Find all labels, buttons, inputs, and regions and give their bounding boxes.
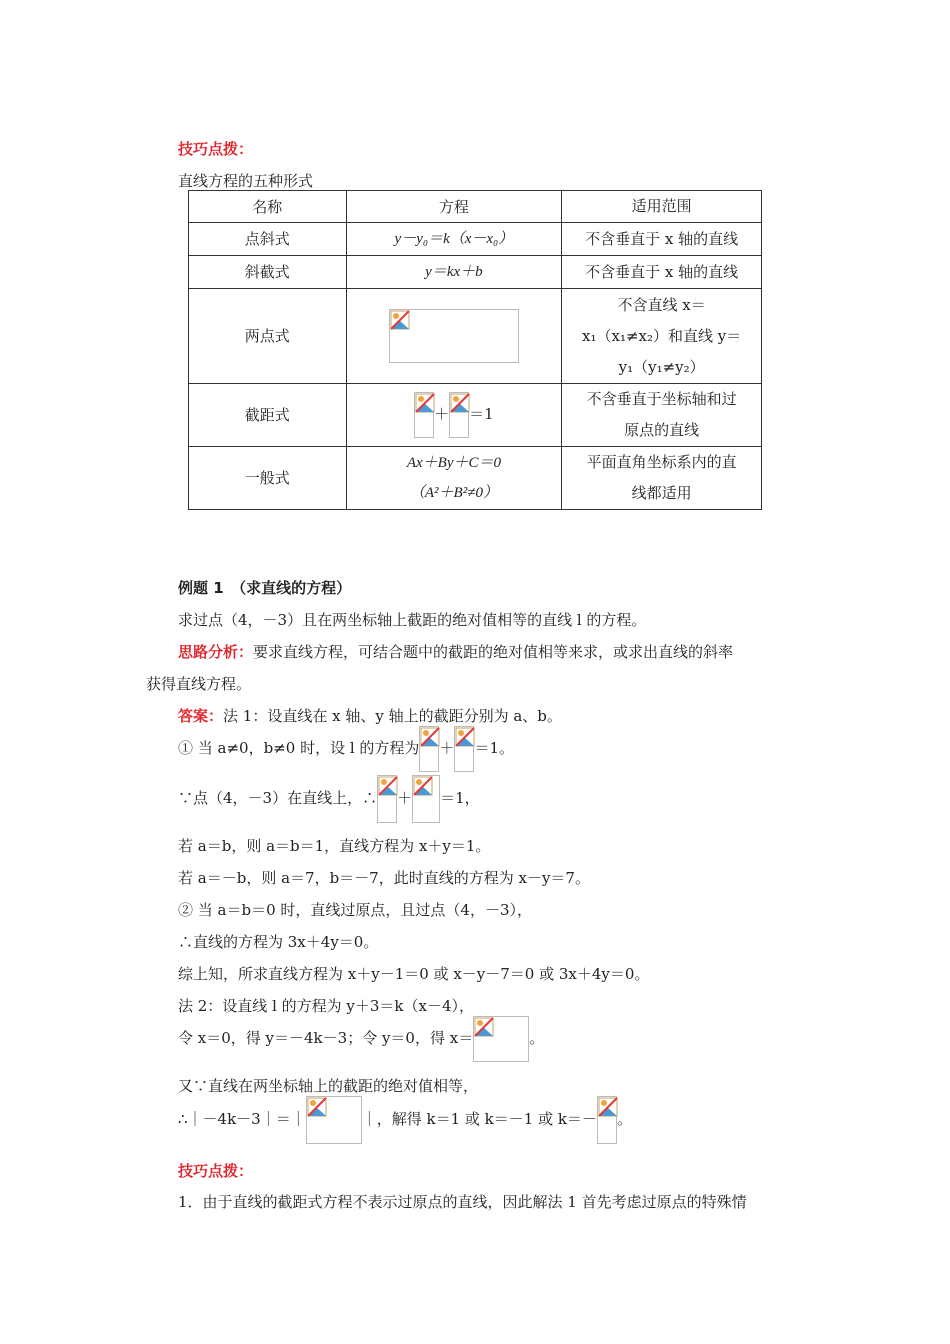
tip-1: 1．由于直线的截距式方程不表示过原点的直线，因此解法 1 首先考虑过原点的特殊情 [178, 1193, 747, 1211]
if-opposite-line: 若 a＝－b，则 a＝7，b＝－7，此时直线的方程为 x－y＝7。 [178, 869, 590, 887]
case1-line: ① 当 a≠0，b≠0 时，设 l 的方程为 ＋ ＝1。 [178, 724, 514, 772]
also-line: 又∵直线在两坐标轴上的截距的绝对值相等， [178, 1077, 479, 1095]
row-name: 点斜式 [189, 223, 347, 256]
broken-image-icon [449, 392, 469, 438]
table-row [189, 289, 762, 384]
row-name: 两点式 [189, 289, 347, 384]
because-line: ∵点（4，－3）在直线上，∴ ＋ ＝1， [178, 773, 480, 823]
broken-image-icon [377, 775, 397, 823]
line-equation-forms-table [188, 190, 762, 510]
broken-image-icon [473, 1016, 529, 1062]
row-scope: 不含垂直于 x 轴的直线 [562, 223, 762, 256]
row-equation [346, 289, 562, 384]
header-name: 名称 [189, 191, 347, 223]
summary-line: 综上知，所求直线方程为 x＋y－1＝0 或 x－y－7＝0 或 3x＋4y＝0。 [178, 965, 650, 983]
row-name: 截距式 [189, 384, 347, 447]
analysis-line: 思路分析：要求直线方程，可结合题中的截距的绝对值相等来求，或求出直线的斜率 [178, 643, 734, 661]
broken-image-icon [389, 309, 519, 363]
abs-line: ∴｜－4k－3｜＝｜ ｜，解得 k＝1 或 k＝－1 或 k＝－ 。 [178, 1094, 632, 1144]
example-problem: 求过点（4，－3）且在两坐标轴上截距的绝对值相等的直线 l 的方程。 [178, 611, 647, 629]
broken-image-icon [597, 1096, 617, 1144]
let-line: 令 x＝0，得 y＝－4k－3；令 y＝0，得 x＝ 。 [178, 1014, 544, 1062]
broken-image-icon [306, 1096, 362, 1144]
tips-heading: 技巧点拨： [178, 140, 254, 158]
answer-line: 答案：法 1：设直线在 x 轴、y 轴上的截距分别为 a、b。 [178, 707, 562, 725]
table-row [189, 384, 762, 447]
therefore-line: ∴直线的方程为 3x＋4y＝0。 [178, 933, 379, 951]
row-name: 斜截式 [189, 256, 347, 289]
row-equation: y－y₀＝k（x－x₀） [346, 223, 562, 256]
table-row [189, 256, 762, 289]
row-scope: 不含垂直于 x 轴的直线 [562, 256, 762, 289]
broken-image-icon [454, 726, 474, 772]
table-row [189, 223, 762, 256]
example-title: 例题 1 （求直线的方程） [178, 579, 352, 597]
if-equal-line: 若 a＝b，则 a＝b＝1，直线方程为 x＋y＝1。 [178, 837, 491, 855]
header-equation: 方程 [346, 191, 562, 223]
table-row [189, 447, 762, 510]
analysis-continuation: 获得直线方程。 [146, 675, 252, 693]
tips-heading-2: 技巧点拨： [178, 1162, 254, 1180]
method2-line: 法 2：设直线 l 的方程为 y＋3＝k（x－4）， [178, 997, 475, 1015]
broken-image-icon [419, 726, 439, 772]
row-scope: 不含垂直于坐标轴和过 原点的直线 [562, 384, 762, 447]
row-scope: 不含直线 x＝ x₁（x₁≠x₂）和直线 y＝ y₁（y₁≠y₂） [562, 289, 762, 384]
broken-image-icon [412, 775, 440, 823]
table-header-row [189, 191, 762, 223]
row-equation: y＝kx＋b [346, 256, 562, 289]
header-scope: 适用范围 [562, 191, 762, 223]
table-caption: 直线方程的五种形式 [178, 172, 314, 190]
row-equation: Ax＋By＋C＝0 （A²＋B²≠0） [346, 447, 562, 510]
row-name: 一般式 [189, 447, 347, 510]
broken-image-icon [414, 392, 434, 438]
row-equation: ＋ ＝1 [346, 384, 562, 447]
case2-line: ② 当 a＝b＝0 时，直线过原点，且过点（4，－3）， [178, 901, 532, 919]
row-scope: 平面直角坐标系内的直 线都适用 [562, 447, 762, 510]
